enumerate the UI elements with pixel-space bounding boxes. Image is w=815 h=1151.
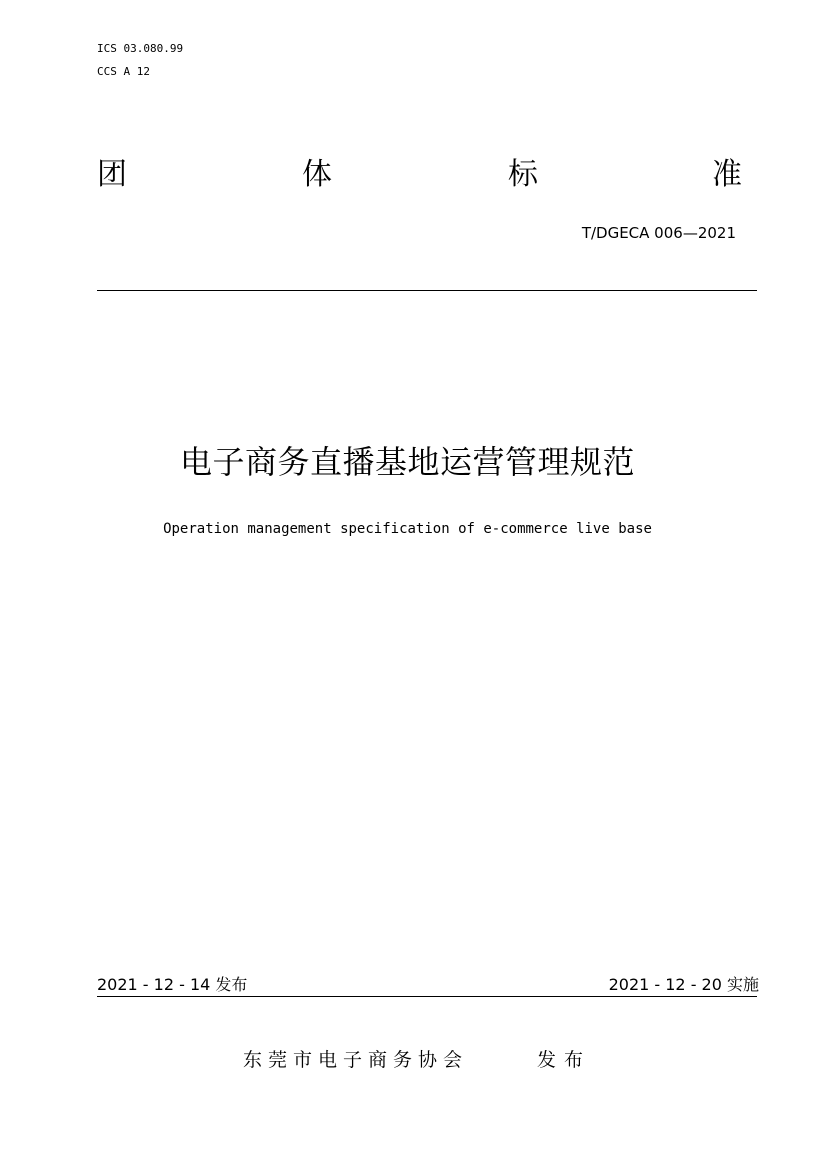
- ics-code: ICS 03.080.99: [97, 42, 184, 55]
- standard-type-char-2: 体: [302, 157, 332, 192]
- publish-label: 发布: [537, 1049, 592, 1071]
- date-divider: [97, 996, 757, 997]
- issue-date: 2021 - 12 - 14 发布: [97, 975, 248, 994]
- document-title-cn: 电子商务直播基地运营管理规范: [179, 443, 635, 481]
- ccs-code: CCS A 12: [97, 65, 150, 78]
- header-divider: [97, 290, 757, 291]
- standard-type-char-1: 团: [97, 157, 127, 192]
- standard-type-char-4: 准: [712, 157, 742, 192]
- publisher-name: 东莞市电子商务协会: [243, 1049, 469, 1071]
- standard-type-char-3: 标: [508, 157, 538, 192]
- document-title-en: Operation management specification of e-commerce live base: [163, 521, 652, 537]
- standard-code: T/DGECA 006—2021: [581, 224, 736, 242]
- implementation-date: 2021 - 12 - 20 实施: [608, 975, 759, 994]
